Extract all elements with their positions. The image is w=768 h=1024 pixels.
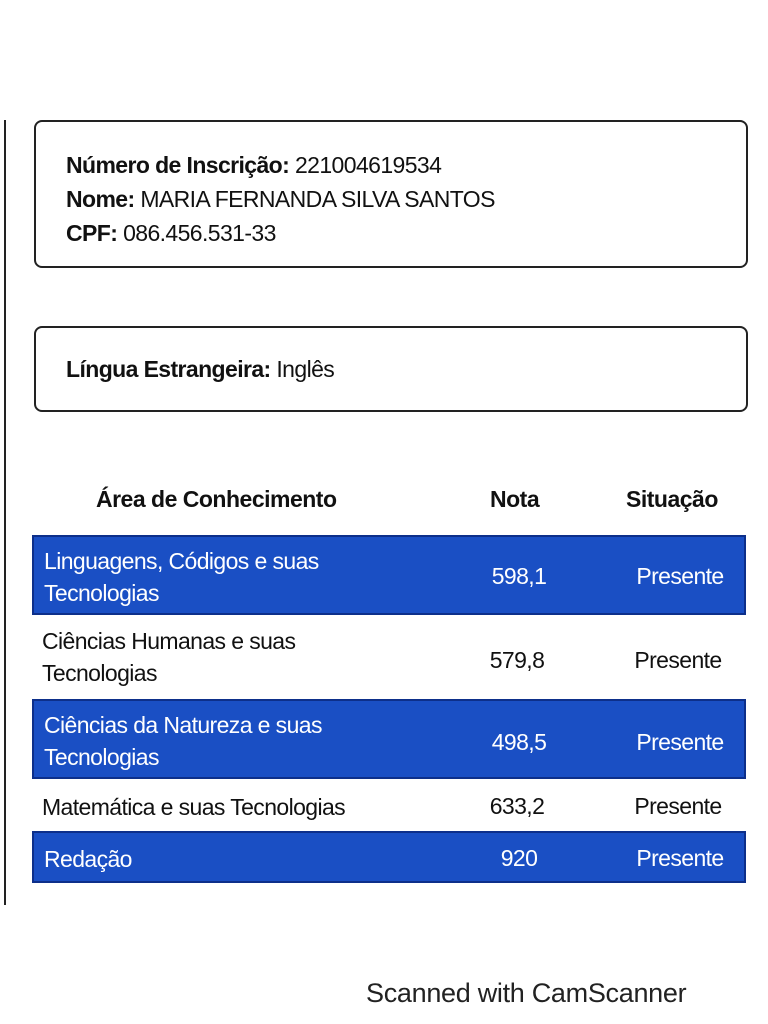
camscanner-watermark: Scanned with CamScanner	[366, 978, 687, 1008]
table-row	[32, 617, 746, 697]
language-value: Inglês	[276, 355, 335, 382]
language-box	[34, 326, 748, 412]
header-area: Área de Conhecimento	[96, 486, 337, 512]
nome-line	[66, 182, 716, 216]
cpf-line	[66, 216, 716, 250]
cpf-value: 086.456.531-33	[123, 220, 276, 246]
table-row	[32, 831, 746, 883]
table-row	[32, 781, 746, 831]
scores-table-header	[32, 480, 746, 520]
nome-value: MARIA FERNANDA SILVA SANTOS	[140, 186, 495, 212]
inscricao-value: 221004619534	[294, 152, 442, 178]
row-area: Matemática e suas Tecnologias	[42, 794, 346, 820]
row-situacao: Presente	[636, 563, 724, 589]
row-situacao: Presente	[636, 845, 724, 871]
table-row	[32, 699, 746, 779]
row-area: Ciências Humanas e suas Tecnologias	[42, 628, 296, 686]
header-situacao: Situação	[626, 486, 718, 512]
cpf-label: CPF:	[66, 220, 118, 246]
row-nota: 498,5	[491, 729, 547, 755]
nome-label: Nome:	[66, 186, 135, 212]
row-area: Linguagens, Códigos e suas Tecnologias	[44, 548, 319, 606]
row-nota: 633,2	[489, 793, 545, 819]
header-nota: Nota	[490, 486, 540, 512]
table-row	[32, 535, 746, 615]
row-situacao: Presente	[636, 729, 724, 755]
row-situacao: Presente	[634, 793, 722, 819]
language-line	[66, 356, 334, 383]
candidate-info-box	[34, 120, 748, 268]
row-area: Ciências da Natureza e suas Tecnologias	[44, 712, 322, 770]
inscricao-line	[66, 148, 716, 182]
row-situacao: Presente	[634, 647, 722, 673]
row-area: Redação	[44, 846, 132, 872]
row-nota: 579,8	[489, 647, 545, 673]
page-left-border	[4, 120, 6, 905]
language-label: Língua Estrangeira:	[66, 355, 271, 382]
inscricao-label: Número de Inscrição:	[66, 152, 290, 178]
row-nota: 920	[500, 845, 538, 871]
row-nota: 598,1	[491, 563, 547, 589]
